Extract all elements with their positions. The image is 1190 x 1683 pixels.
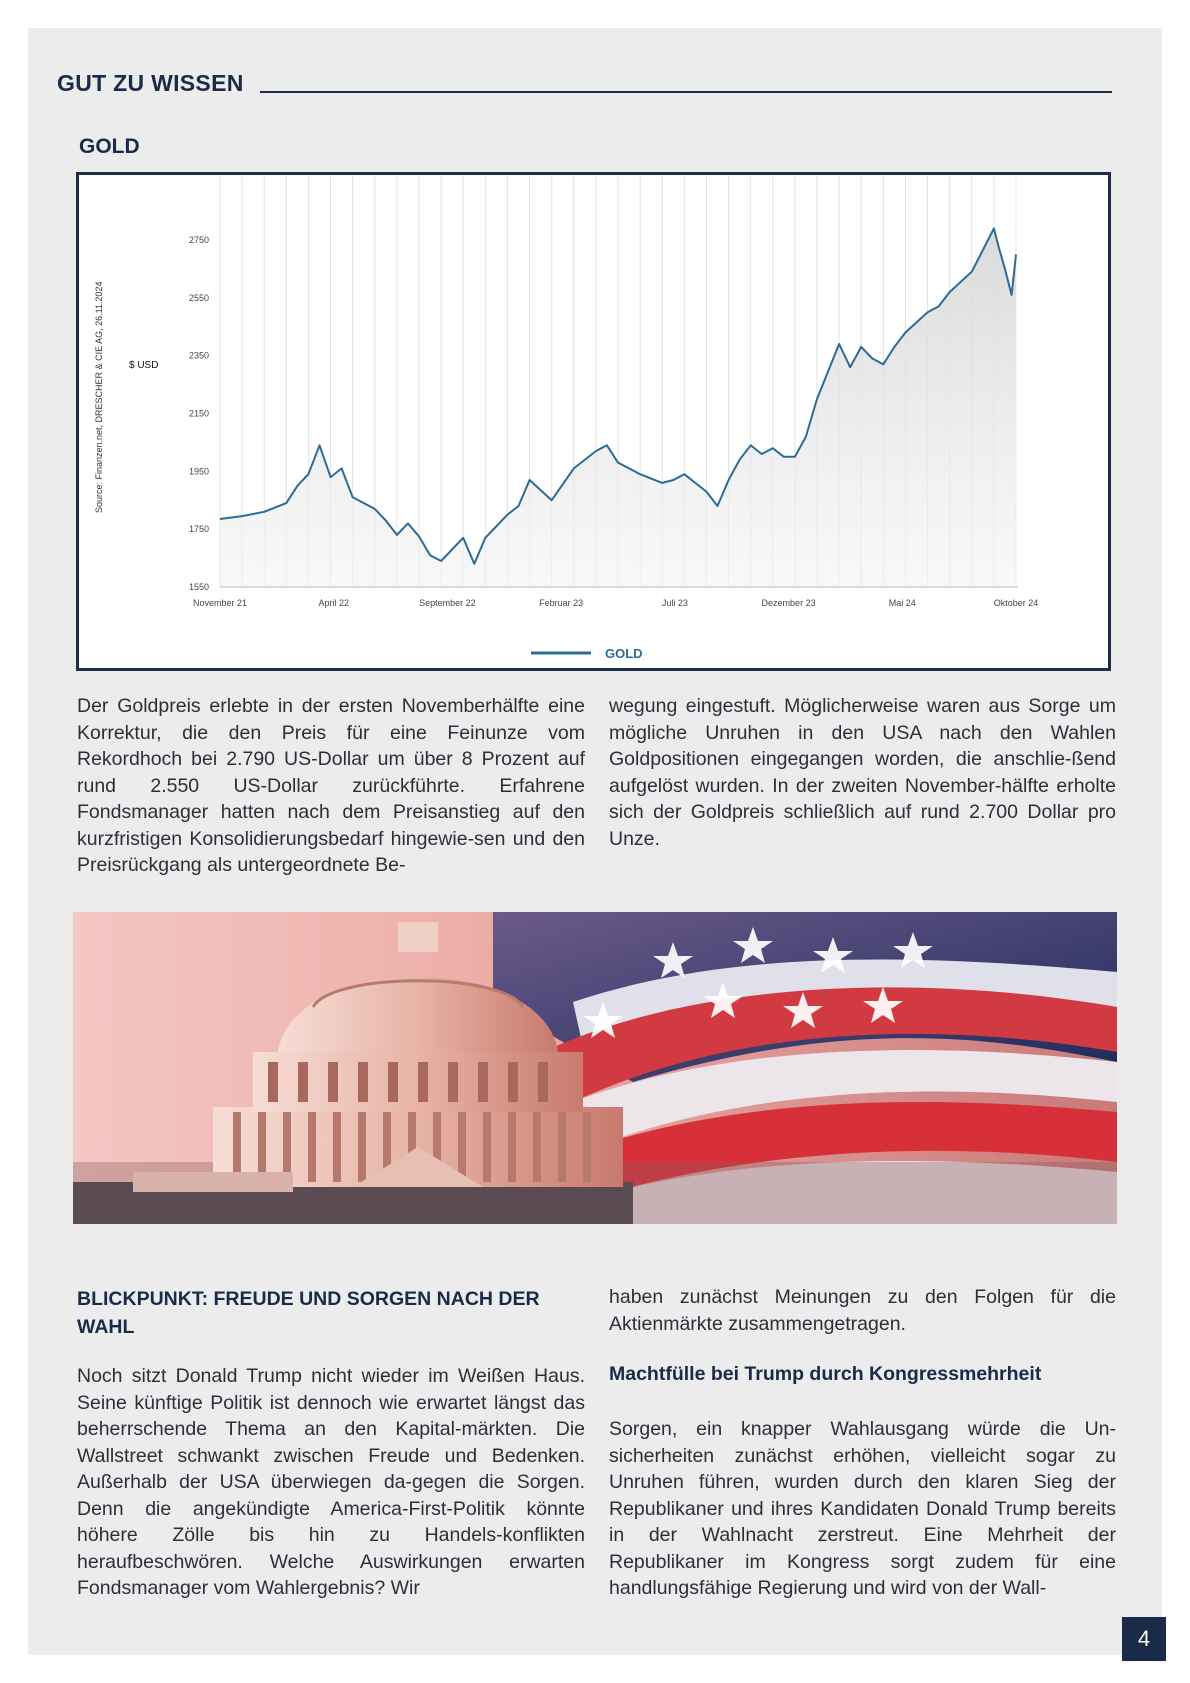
blickpunkt-heading [77, 1285, 540, 1341]
gold-paragraph-right: wegung eingestuft. Möglicherweise waren aus Sorge um mögliche Unruhen in den USA nach den Wahlen Goldpositionen eingegangen worden, die anschlie-ßend aufgelöst wurden. In der zweiten November-hälfte erholte sich der Goldpreis schließlich auf rund 2.700 Dollar pro Unze. [609, 695, 1116, 850]
y-axis-label: $ USD [129, 360, 159, 371]
x-tick-label: Juli 23 [661, 598, 688, 608]
blickpunkt-paragraph-right-2: Sorgen, ein knapper Wahlausgang würde die Un-sicherheiten zunächst erhöhen, vielleicht sogar zu Unruhen führen, wurden durch den klaren Sieg der Republikaner und ihres Kandidaten Donald Trump bereits in der Wahlnacht zerstreut. Eine Mehrheit der Republikaner im Kongress sorgt zudem für eine handlungsfähige Regierung und wird von der Wall- [609, 1418, 1116, 1599]
x-tick-label: Dezember 23 [761, 598, 816, 608]
chart-source: Source: Finanzen.net, DRESCHER & CIE AG, 26.11.2024 [94, 281, 104, 513]
page-number: 4 [1122, 1617, 1166, 1661]
y-tick-label: 1750 [189, 524, 210, 535]
section-title: GUT ZU WISSEN [57, 70, 244, 96]
blickpunkt-heading-line1: BLICKPUNKT: FREUDE UND SORGEN NACH DER [77, 1288, 540, 1310]
y-tick-label: 2550 [189, 292, 210, 303]
y-tick-label: 1550 [189, 582, 210, 592]
section-rule [260, 91, 1112, 93]
x-tick-label: April 22 [318, 598, 349, 608]
y-tick-label: 1950 [189, 466, 210, 477]
x-tick-label: September 22 [419, 598, 476, 608]
x-tick-label: Februar 23 [539, 598, 584, 608]
y-tick-label: 2350 [189, 350, 210, 361]
x-tick-label: November 21 [192, 598, 248, 608]
y-tick-label: 2750 [189, 234, 210, 245]
blickpunkt-paragraph-right-1: haben zunächst Meinungen zu den Folgen für die Aktienmärkte zusammengetragen. [609, 1286, 1116, 1335]
y-tick-label: 2150 [189, 408, 210, 419]
x-tick-label: Mai 24 [888, 598, 916, 608]
gold-chart-svg [79, 175, 1108, 668]
gold-heading: GOLD [79, 135, 140, 158]
blickpunkt-subheading: Machtfülle bei Trump durch Kongressmehrheit [609, 1363, 1042, 1385]
gold-chart [76, 172, 1111, 671]
blickpunkt-heading-line2: WAHL [77, 1316, 135, 1338]
legend-label: GOLD [605, 646, 643, 661]
x-tick-label: Oktober 24 [993, 598, 1039, 608]
blickpunkt-paragraph-left: Noch sitzt Donald Trump nicht wieder im Weißen Haus. Seine künftige Politik ist dennoch wie erwartet längst das beherrschende Thema an den Kapital-märkten. Die Wallstreet schwankt zwischen Freude und Bedenken. Außerhalb der USA überwiegen da-gegen die Sorgen. Denn die angekündigte America-First-Politik könnte höhere Zölle bis hin zu Handels-konflikten heraufbeschwören. Welche Auswirkungen erwarten Fondsmanager vom Wahlergebnis? Wir [77, 1365, 585, 1599]
capitol-flag-image [73, 912, 1117, 1224]
capitol-flag-svg [73, 912, 1117, 1224]
gold-paragraph-left: Der Goldpreis erlebte in der ersten Novemberhälfte eine Korrektur, die den Preis für eine Feinunze vom Rekordhoch bei 2.790 US-Dollar um über 8 Prozent auf rund 2.550 US-Dollar zurückführte. Erfahrene Fondsmanager hatten nach dem Preisanstieg auf den kurzfristigen Konsolidierungsbedarf hingewie-sen und den Preisrückgang als untergeordnete Be- [77, 695, 585, 876]
